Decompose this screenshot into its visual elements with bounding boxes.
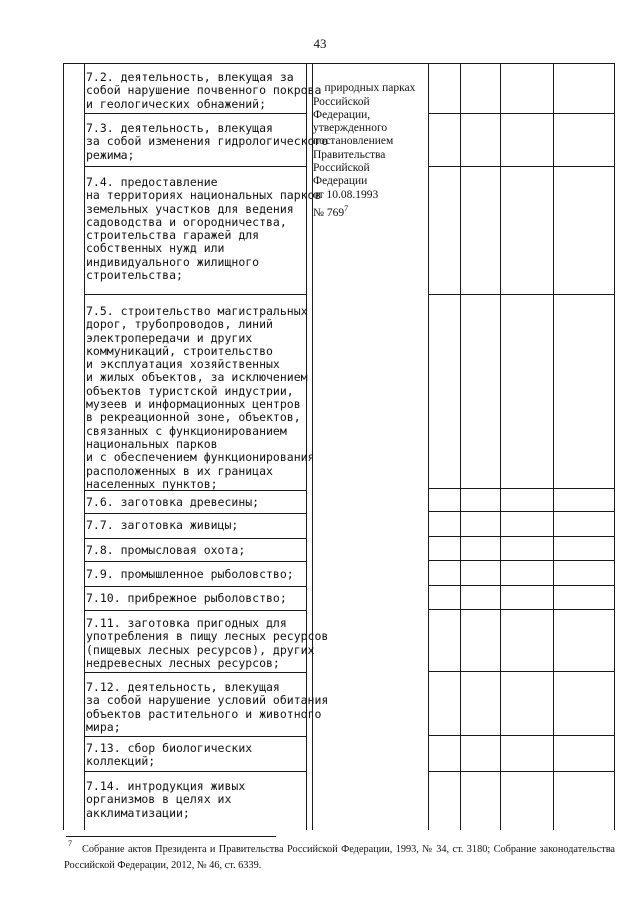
table-border-top — [63, 63, 615, 64]
row-separator — [84, 586, 307, 587]
activity-item-7-9: 7.9. промышленное рыболовство; — [86, 567, 294, 581]
row-separator — [84, 513, 307, 514]
row-separator — [84, 771, 307, 772]
row-separator — [428, 511, 615, 512]
table-border-right — [614, 63, 615, 830]
activity-item-7-6: 7.6. заготовка древесины; — [86, 495, 260, 509]
row-separator — [84, 610, 307, 611]
activity-item-7-10: 7.10. прибрежное рыболовство; — [86, 591, 287, 605]
table-column-divider — [428, 63, 429, 830]
table-column-divider — [500, 63, 501, 830]
source-document-cell — [313, 69, 415, 233]
activity-item-7-7: 7.7. заготовка живицы; — [86, 518, 239, 532]
table-border-left — [63, 63, 64, 830]
row-separator — [428, 609, 615, 610]
table-column-divider — [553, 63, 554, 830]
activity-item-7-14: 7.14. интродукция живых организмов в целях их акклиматизации; — [86, 779, 246, 820]
footnote-mark: 7 — [68, 839, 72, 848]
row-separator — [84, 736, 307, 737]
row-separator — [84, 113, 307, 114]
activity-item-7-11: 7.11. заготовка пригодных для употребления в пищу лесных ресурсов (пищевых лесных ресурсов), других недревесных лесных ресурсов; — [86, 616, 329, 670]
source-document-text: природных парках Российской Федерации, утвержденного постановлением Правительства Российской Федерации от 10.08.1993 № 769 — [313, 82, 416, 219]
row-separator — [428, 536, 615, 537]
footnote-separator — [66, 836, 276, 837]
row-separator — [428, 488, 615, 489]
row-separator — [428, 560, 615, 561]
activity-item-7-2: 7.2. деятельность, влекущая за собой нарушение почвенного покрова и геологических обнажений; — [86, 70, 322, 111]
row-separator — [84, 166, 307, 167]
row-separator — [84, 561, 307, 562]
footnote-reference: 7 — [344, 203, 349, 213]
page-number: 43 — [313, 36, 327, 51]
row-separator — [428, 771, 615, 772]
row-separator — [428, 294, 615, 295]
footnote-text: Собрание актов Президента и Правительства Российской Федерации, 1993, № 34, ст. 3180; Собрание законодательства Российской Федерации, 2012, № 46, ст. 6339. — [64, 844, 615, 871]
activity-item-7-12: 7.12. деятельность, влекущая за собой нарушение условий обитания объектов растительного и животного мира; — [86, 680, 329, 734]
table-column-divider — [460, 63, 461, 830]
activity-item-7-4: 7.4. предоставление на территориях национальных парков земельных участков для ведения садоводства и огородничества, строительства гаражей для собственных нужд или индивидуального жилищного строительства; — [86, 175, 322, 283]
row-separator — [428, 671, 615, 672]
row-separator — [84, 672, 307, 673]
row-separator — [84, 294, 307, 295]
row-separator — [428, 585, 615, 586]
row-separator — [428, 113, 615, 114]
activity-item-7-5: 7.5. строительство магистральных дорог, трубопроводов, линий электропередачи и других коммуникаций, строительство и эксплуатация хозяйственных и жилых объектов, за исключением объектов туристской индустрии, музеев и информационных центров в рекреационной зоне, объектов, связанных с функционированием национальных парков и с обеспечением функционирования расположенных в их границах населенных пунктов; — [86, 304, 315, 491]
activity-item-7-13: 7.13. сбор биологических коллекций; — [86, 741, 253, 769]
activity-item-7-8: 7.8. промысловая охота; — [86, 543, 246, 557]
table-column-divider — [84, 63, 85, 830]
row-separator — [428, 735, 615, 736]
row-separator — [428, 166, 615, 167]
row-separator — [84, 538, 307, 539]
activity-item-7-3: 7.3. деятельность, влекущая за собой изменения гидрологического режима; — [86, 121, 329, 162]
